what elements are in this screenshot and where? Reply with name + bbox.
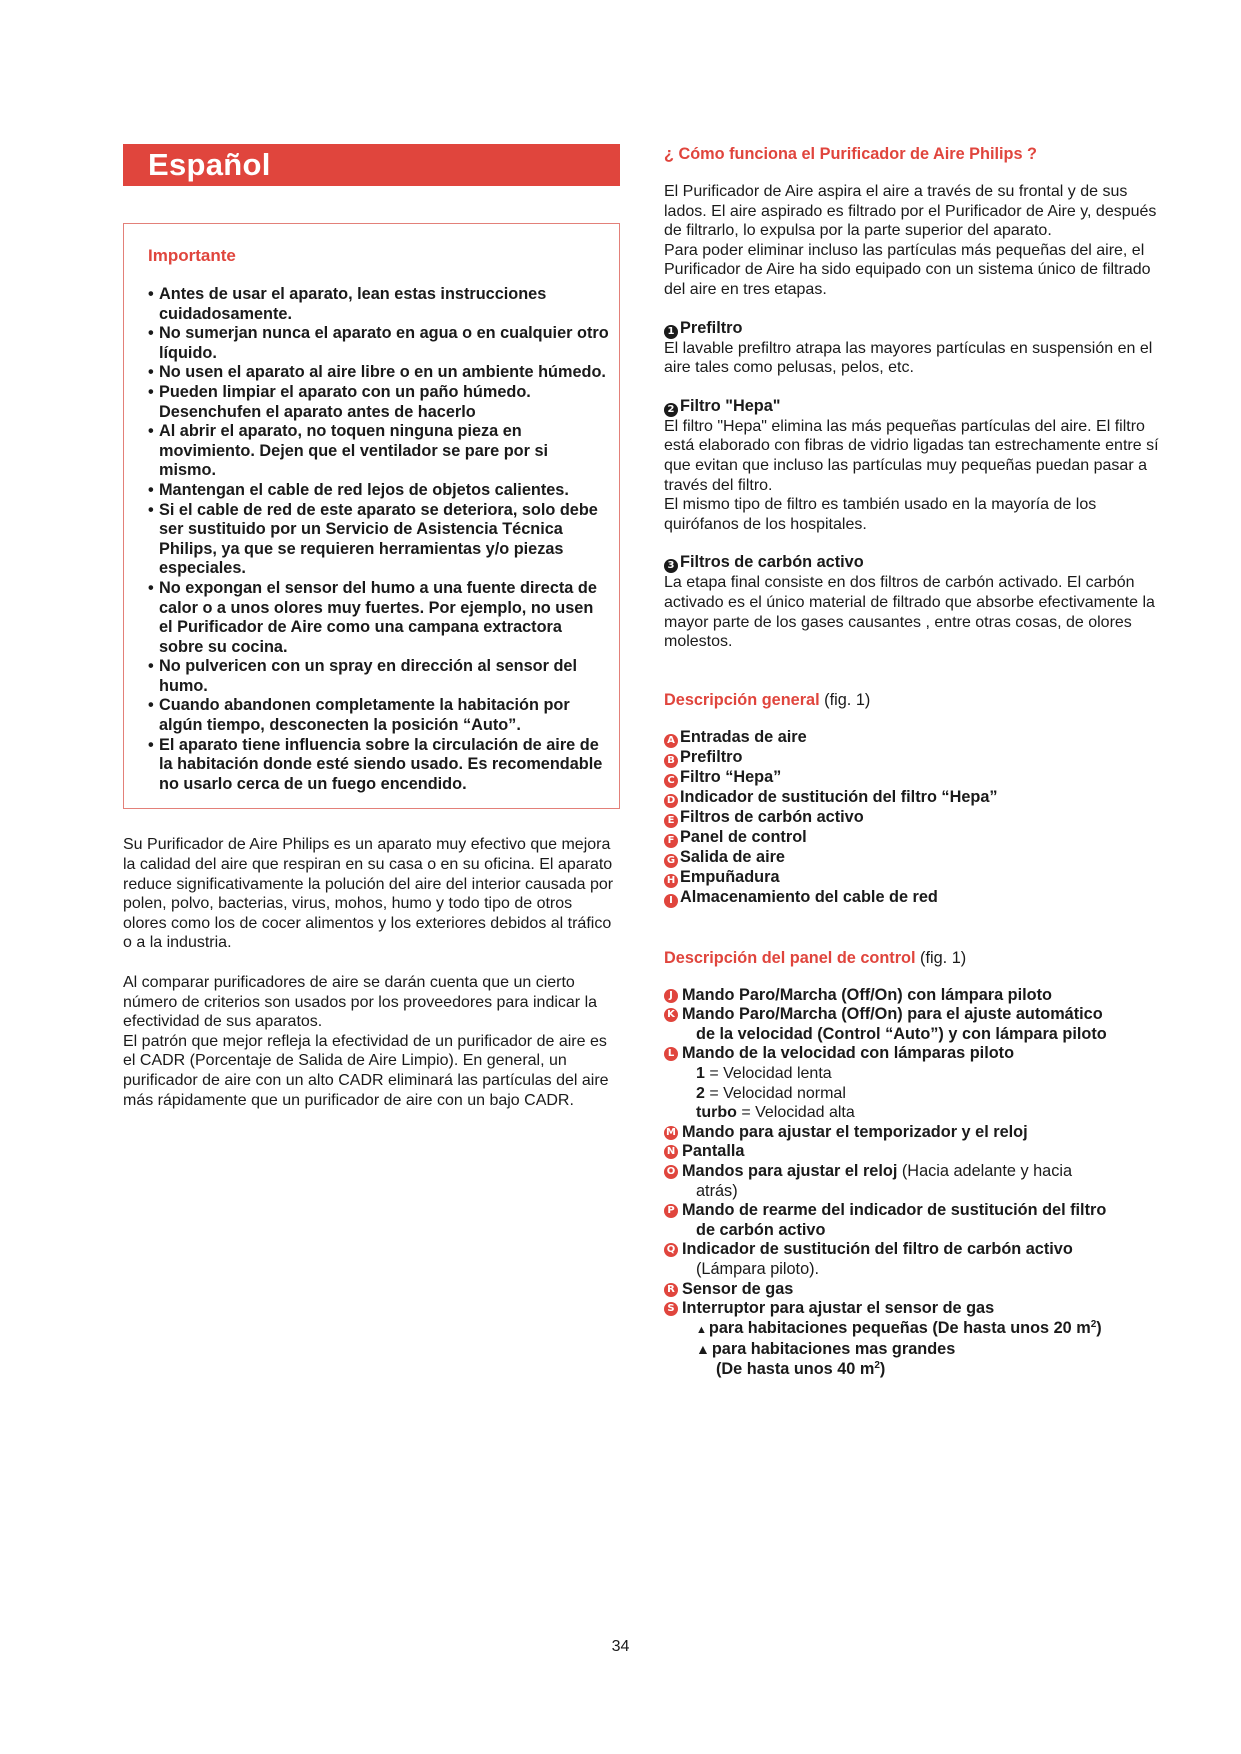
list-item: • No pulvericen con un spray en dirección al sensor del humo.: [148, 657, 578, 695]
list-item: • Pueden limpiar el aparato con un paño húmedo. Desenchufen el aparato antes de hacerlo: [148, 382, 531, 421]
important-title: Importante: [148, 246, 236, 265]
letter-m-icon: M: [664, 1126, 678, 1140]
fig-reference: (fig. 1): [920, 948, 967, 967]
list-item: B Prefiltro: [664, 748, 1164, 768]
control-panel-title: Descripción del panel de control (fig. 1): [664, 948, 967, 967]
list-item: J Mando Paro/Marcha (Off/On) con lámpara piloto: [664, 986, 1164, 1006]
letter-r-icon: R: [664, 1283, 678, 1297]
list-item: • Si el cable de red de este aparato se deteriora, solo debe ser sustituido por un Servicio de Asistencia Técnica Philips, ya que se requieren herramientas y/o piezas especiales.: [148, 500, 598, 578]
stage-title: Prefiltro: [680, 318, 743, 337]
stage-text: El lavable prefiltro atrapa las mayores partículas en suspensión en el aire tales como pelusas, pelos, etc.: [664, 339, 1153, 377]
right-column: [664, 144, 1164, 1380]
letter-g-icon: G: [664, 854, 678, 868]
letter-o-icon: O: [664, 1165, 678, 1179]
how-it-works-title: ¿ Cómo funciona el Purificador de Aire Philips ?: [664, 145, 1038, 163]
small-house-icon: ▲: [696, 1323, 707, 1336]
speed-row: 2 = Velocidad normal: [696, 1084, 846, 1102]
letter-p-icon: P: [664, 1204, 678, 1218]
fig-reference: (fig. 1): [824, 690, 871, 709]
list-item: N Pantalla: [664, 1142, 1164, 1162]
letter-s-icon: S: [664, 1302, 678, 1316]
page-number: 34: [611, 1638, 630, 1655]
important-box: [123, 223, 620, 809]
list-item: • No sumerjan nunca el aparato en agua o en cualquier otro líquido.: [148, 324, 609, 362]
letter-f-icon: F: [664, 834, 678, 848]
list-item: O Mandos para ajustar el reloj (Hacia adelante y hacia atrás): [664, 1162, 1164, 1201]
speed-row: turbo = Velocidad alta: [696, 1104, 855, 1122]
letter-a-icon: A: [664, 734, 678, 748]
list-item: • Cuando abandonen completamente la habitación por algún tiempo, desconecten la posición “Auto”.: [148, 696, 570, 735]
control-list: [664, 986, 1164, 1380]
how-it-works-paragraph: El Purificador de Aire aspira el aire a través de su frontal y de sus lados. El aire aspirado es filtrado por el Purificador de Aire y, después de filtrarlo, lo expulsa por la parte superior del aparato.: [664, 183, 1157, 240]
large-house-icon: ▲: [696, 1341, 710, 1358]
gas-small-row: ▲ para habitaciones pequeñas (De hasta unos 20 $m^2$): [682, 1319, 1164, 1341]
stage-prefilter: [664, 319, 1164, 378]
stage-title: Filtros de carbón activo: [680, 553, 864, 572]
stage-text: La etapa final consiste en dos filtros de carbón activado. El carbón activado es el único material de filtrado que absorbe efectivamente la mayor parte de los gases causantes , entre otras cosas, de olores molestos.: [664, 574, 1155, 651]
list-item: Q Indicador de sustitución del filtro de carbón activo (Lámpara piloto).: [664, 1240, 1164, 1279]
letter-j-icon: J: [664, 989, 678, 1003]
list-item: • Al abrir el aparato, no toquen ninguna pieza en movimiento. Dejen que el ventilador se pare por si mismo.: [148, 422, 549, 480]
number-3-icon: 3: [664, 559, 678, 573]
list-item: L Mando de la velocidad con lámparas piloto 1 = Velocidad lenta 2 = Velocidad normal turbo = Velocidad alta: [664, 1044, 1164, 1122]
list-item: • No expongan el sensor del humo a una fuente directa de calor o a unos olores muy fuertes. Por ejemplo, no usen el Purificador de Aire como una campana extractora sobre su cocina.: [148, 578, 597, 656]
list-item: R Sensor de gas: [664, 1280, 1164, 1300]
list-item: • No usen el aparato al aire libre o en un ambiente húmedo.: [148, 363, 606, 382]
list-item: S Interruptor para ajustar el sensor de gas ▲ para habitaciones pequeñas (De hasta unos 20 $m^2$) ▲ para habitaciones mas grandes (De hasta unos 40 $m^2$): [664, 1299, 1164, 1379]
list-item: G Salida de aire: [664, 848, 1164, 868]
gas-large-row-cont: (De hasta unos 40 $m^2$): [716, 1359, 886, 1378]
list-item: • Mantengan el cable de red lejos de objetos calientes.: [148, 480, 569, 499]
list-item: E Filtros de carbón activo: [664, 808, 1164, 828]
letter-l-icon: L: [664, 1047, 678, 1061]
list-item: C Filtro “Hepa”: [664, 768, 1164, 788]
cadr-paragraph-1: Al comparar purificadores de aire se darán cuenta que un cierto número de criterios son usados por los proveedores para indicar la efectividad de sus aparatos.: [123, 974, 598, 1031]
number-2-icon: 2: [664, 403, 678, 417]
stage-text: El filtro "Hepa" elimina las más pequeñas partículas del aire. El filtro está elaborado con fibras de vidrio ligadas tan estrechamente entre sí que evitan que incluso las partículas muy pequeñas puedan pasar a través del filtro.: [664, 417, 1159, 494]
stage-title: Filtro "Hepa": [680, 396, 781, 415]
stage-carbon: [664, 553, 1164, 651]
parts-list: [664, 728, 1164, 908]
stage-text: El mismo tipo de filtro es también usado en la mayoría de los quirófanos de los hospitales.: [664, 496, 1097, 533]
letter-c-icon: C: [664, 774, 678, 788]
general-description-title: Descripción general (fig. 1): [664, 690, 871, 709]
cadr-paragraph-2: El patrón que mejor refleja la efectividad de un purificador de aire es el CADR (Porcentaje de Salida de Aire Limpio). En general, un purificador de aire con un alto CADR eliminará las partículas del aire más rápidamente que un purificador de aire con un bajo CADR.: [123, 1032, 609, 1109]
list-item: D Indicador de sustitución del filtro “Hepa”: [664, 788, 1164, 808]
list-item: I Almacenamiento del cable de red: [664, 888, 1164, 908]
list-item: K Mando Paro/Marcha (Off/On) para el ajuste automático de la velocidad (Control “Auto”) y con lámpara piloto: [664, 1005, 1164, 1044]
gas-large-row: ▲ para habitaciones mas grandes: [696, 1340, 956, 1359]
speed-row: 1 = Velocidad lenta: [696, 1065, 832, 1083]
letter-k-icon: K: [664, 1008, 678, 1022]
letter-e-icon: E: [664, 814, 678, 828]
list-item: F Panel de control: [664, 828, 1164, 848]
letter-n-icon: N: [664, 1145, 678, 1159]
left-column: [123, 144, 620, 1110]
letter-h-icon: H: [664, 874, 678, 888]
letter-d-icon: D: [664, 794, 678, 808]
letter-b-icon: B: [664, 754, 678, 768]
letter-i-icon: I: [664, 894, 678, 908]
stage-hepa: [664, 397, 1164, 535]
important-list: [148, 285, 609, 794]
how-it-works-paragraph: Para poder eliminar incluso las partículas más pequeñas del aire, el Purificador de Aire ha sido equipado con un sistema único de filtrado del aire en tres etapas.: [664, 241, 1151, 298]
list-item: • Antes de usar el aparato, lean estas instrucciones cuidadosamente.: [148, 285, 547, 323]
language-banner: Español: [123, 144, 620, 186]
list-item: • El aparato tiene influencia sobre la circulación de aire de la habitación donde esté siendo usado. Es recomendable no usarlo cerca de un fuego encendido.: [148, 735, 603, 793]
intro-paragraph: Su Purificador de Aire Philips es un aparato muy efectivo que mejora la calidad del aire que respiran en su casa o en su oficina. El aparato reduce significativamente la polución del aire del interior causada por polen, polvo, bacterias, virus, mohos, humo y todo tipo de otros olores como los de cocer alimentos y los exteriores debidos al tráfico o a la industria.: [123, 836, 614, 952]
number-1-icon: 1: [664, 325, 678, 339]
list-item: H Empuñadura: [664, 868, 1164, 888]
list-item: A Entradas de aire: [664, 728, 1164, 748]
list-item: M Mando para ajustar el temporizador y el reloj: [664, 1123, 1164, 1143]
letter-q-icon: Q: [664, 1243, 678, 1257]
list-item: P Mando de rearme del indicador de sustitución del filtro de carbón activo: [664, 1201, 1164, 1240]
